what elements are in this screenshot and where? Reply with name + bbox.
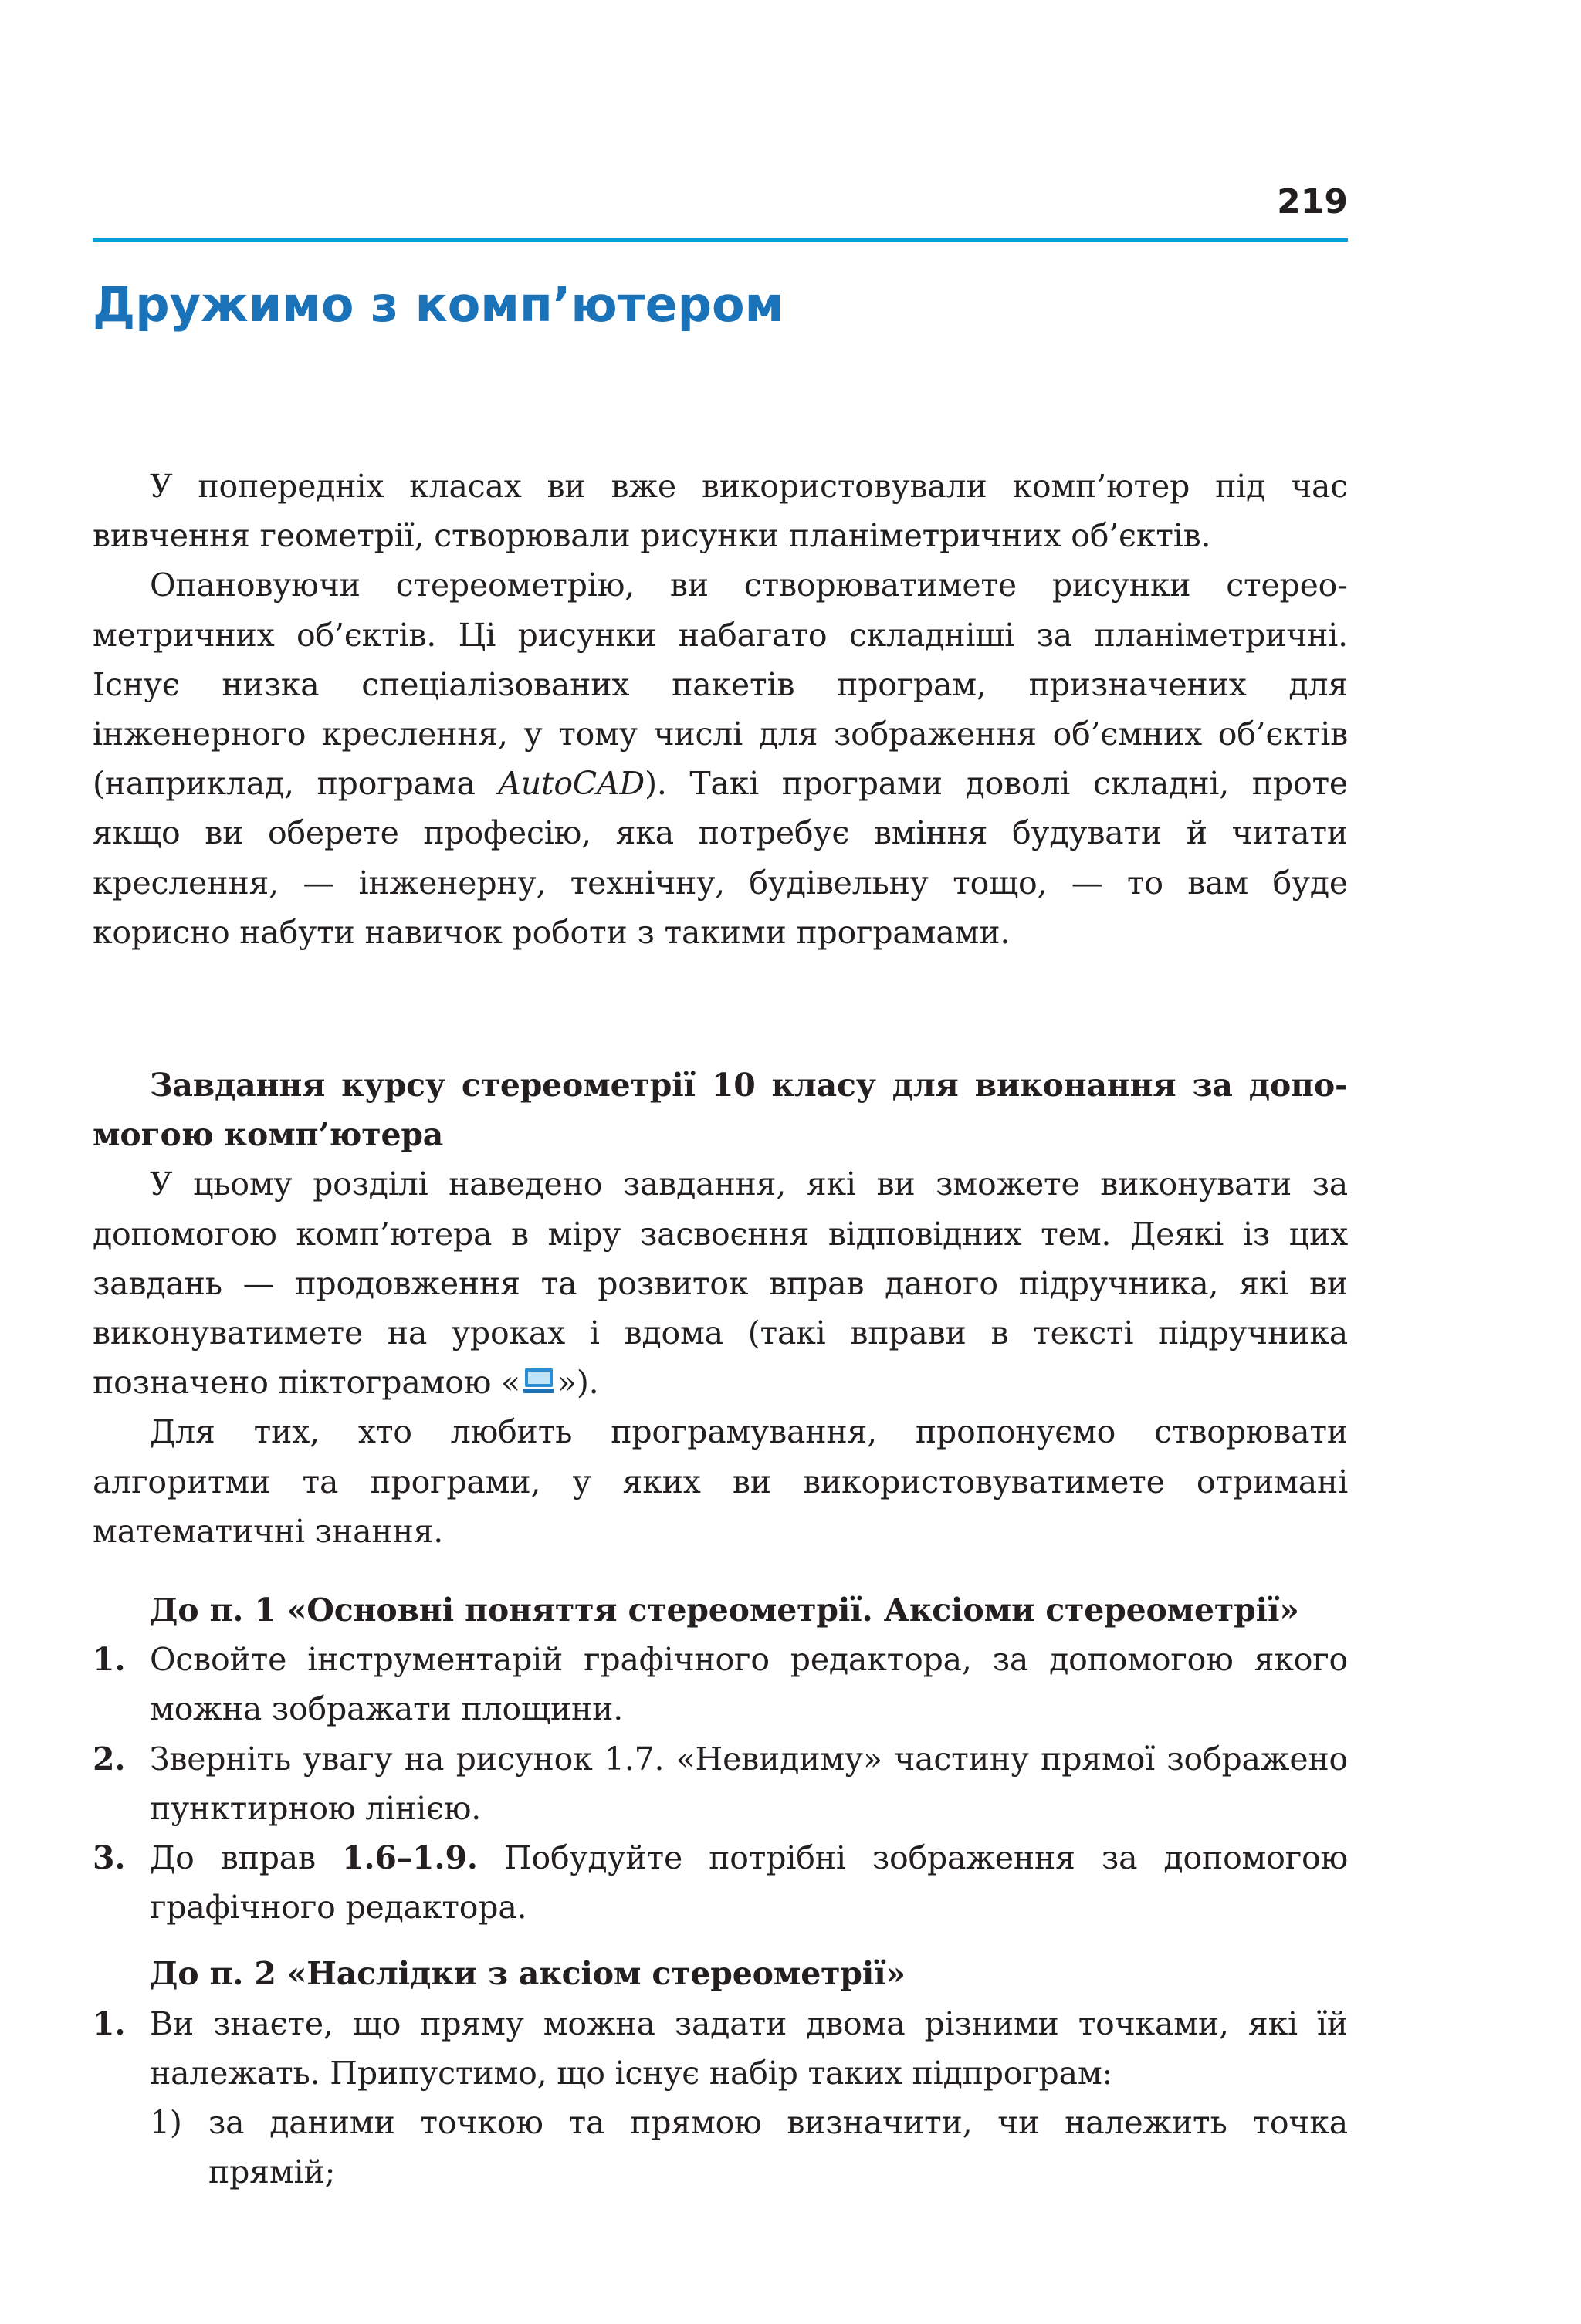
- item-number: 3.: [93, 1839, 126, 1877]
- computer-icon: [522, 1367, 556, 1396]
- item-text: Ви знаєте, що пряму можна задати двома різними точками, які їй належать. Припустимо, що існує набір таких підпрограм:: [150, 2004, 1348, 2092]
- item-text-part-b: Побудуйте потрібні зображення за допомогою графічного редактора.: [150, 1839, 1348, 1927]
- intro-paragraph-2: [93, 560, 1348, 957]
- tasks-paragraph-1-part-a: У цьому розділі наведено завдання, які ви зможете виконувати за допомогою комп’ютера в міру засвоєння відповідних тем. Деякі із цих завдань — продовження та розвиток вправ даного підручника, які ви виконуватимете на уроках і вдома (такі вправи в тексті підручника позначено піктограмою «: [93, 1165, 1348, 1402]
- tasks-heading: Завдання курсу стереометрії 10 класу для виконання за допомогою комп’ютера: [93, 1067, 1348, 1154]
- list-item: [93, 1999, 1348, 2098]
- item-number: 1.: [93, 2004, 126, 2042]
- intro-paragraph-2-part-b: ). Такі програми доволі складні, проте якщо ви оберете професію, яка потребує вміння будувати й читати креслення, — інженерну, технічну, будівельну тощо, — то вам буде корисно набути навичок роботи з такими програмами.: [93, 765, 1348, 951]
- sub-list-item: [93, 2098, 1348, 2197]
- list-item: [93, 1833, 1348, 1932]
- item-text: Зверніть увагу на рисунок 1.7. «Невидиму» частину прямої зображено пунктирною лінією.: [150, 1740, 1348, 1827]
- subitem-text: за даними точкою та прямою визначити, чи належить точка прямій;: [208, 2104, 1348, 2191]
- intro-paragraph-1: У попередніх класах ви вже використовували комп’ютер під час вивчення геометрії, створювали рисунки планіметричних об’єктів.: [93, 468, 1348, 555]
- item-text-part-a: До вправ: [150, 1839, 343, 1877]
- tasks-paragraph-2: Для тих, хто любить програмування, пропонуємо створювати алгоритми та програми, у яких ви використовуватимете отримані математичні знання.: [93, 1413, 1348, 1550]
- intro-section: [93, 462, 1348, 957]
- item-number: 2.: [93, 1740, 126, 1778]
- list-item: [93, 1635, 1348, 1734]
- exercises-section: [93, 1585, 1348, 2197]
- tasks-paragraph-1-part-b: »).: [557, 1364, 599, 1402]
- subitem-number: 1): [150, 2104, 182, 2142]
- intro-paragraph-2-part-a: Опановуючи стереометрію, ви створюватимете рисунки стереометричних об’єктів. Ці рисунки набагато складніші за планіметричні. Існує низка спеціалізованих пакетів програм, призначених для інженерного креслення, у тому числі для зображення об’ємних об’єктів (наприклад, програма: [93, 567, 1348, 803]
- exercise-reference: 1.6–1.9.: [342, 1839, 478, 1877]
- page-number: 219: [1277, 182, 1348, 222]
- section-1-heading: До п. 1 «Основні поняття стереометрії. Аксіоми стереометрії»: [150, 1592, 1299, 1629]
- item-number: 1.: [93, 1641, 126, 1679]
- section-2-heading: До п. 2 «Наслідки з аксіом стереометрії»: [150, 1955, 906, 1993]
- page-title: Дружимо з комп’ютером: [93, 276, 784, 333]
- tasks-section: [93, 1061, 1348, 1556]
- item-text: Освойте інструментарій графічного редактора, за допомогою якого можна зображати площини.: [150, 1641, 1348, 1728]
- autocad-name: AutoCAD: [498, 765, 645, 803]
- tasks-paragraph-1: [93, 1159, 1348, 1407]
- list-item: [93, 1734, 1348, 1833]
- header-rule: [93, 238, 1348, 242]
